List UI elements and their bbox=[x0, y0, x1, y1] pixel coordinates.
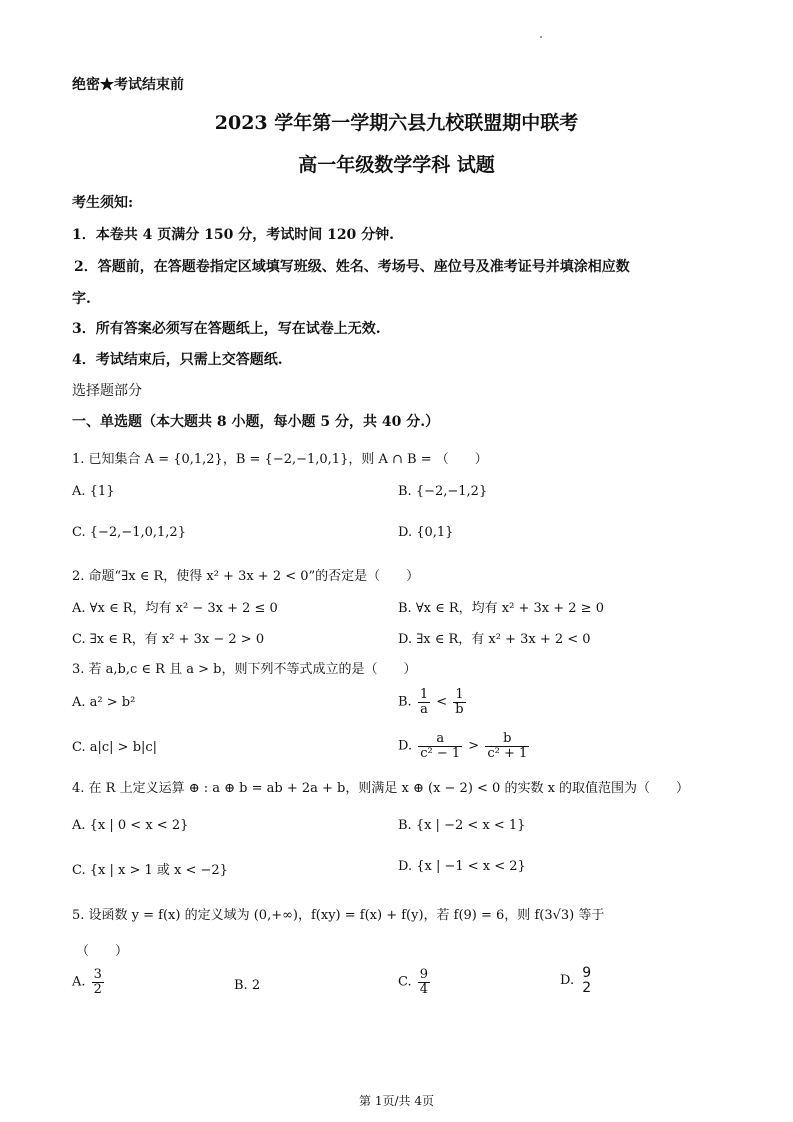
question-1-option-d: D. {0,1} bbox=[398, 525, 454, 540]
fraction bbox=[485, 732, 529, 760]
question-4-stem: 4. 在 R 上定义运算 ⊕ : a ⊕ b = ab + 2a + b，则满足 x ⊕ (x − 2) < 0 的实数 x 的取值范围为（ ） bbox=[72, 781, 690, 796]
question-5-option-a bbox=[72, 968, 106, 996]
notice-item: 4．考试结束后，只需上交答题纸. bbox=[72, 352, 283, 368]
question-3-option-d bbox=[398, 732, 531, 760]
numerator: a bbox=[436, 731, 445, 746]
question-4-option-d: D. {x | −1 < x < 2} bbox=[398, 859, 526, 874]
notice-item: 字. bbox=[72, 291, 91, 307]
question-4-option-c: C. {x | x > 1 或 x < −2} bbox=[72, 863, 228, 878]
fraction bbox=[92, 968, 104, 996]
notice-item: 2．答题前，在答题卷指定区域填写班级、姓名、考场号、座位号及准考证号并填涂相应数 bbox=[74, 259, 630, 275]
option-letter: D. bbox=[560, 973, 575, 989]
question-3-stem: 3. 若 a,b,c ∈ R 且 a > b，则下列不等式成立的是（ ） bbox=[72, 662, 417, 677]
exam-subtitle: 高一年级数学学科 试题 bbox=[298, 154, 495, 176]
numerator: 1 bbox=[455, 687, 464, 702]
option-letter: C. bbox=[398, 974, 412, 990]
question-1-option-b: B. {−2,−1,2} bbox=[398, 484, 488, 499]
fraction bbox=[580, 966, 593, 995]
option-letter: A. bbox=[72, 974, 86, 990]
question-4-option-a: A. {x | 0 < x < 2} bbox=[72, 818, 189, 833]
question-1-option-a: A. {1} bbox=[72, 484, 115, 499]
question-1-option-c: C. {−2,−1,0,1,2} bbox=[72, 525, 186, 540]
question-4-option-b: B. {x | −2 < x < 1} bbox=[398, 818, 526, 833]
option-letter: D. bbox=[398, 738, 413, 754]
numerator: 1 bbox=[419, 687, 429, 702]
fraction bbox=[453, 688, 465, 716]
notice-item: 3．所有答案必须写在答题纸上，写在试卷上无效. bbox=[72, 321, 381, 337]
question-2-option-d: D. ∃x ∈ R，有 x² + 3x + 2 < 0 bbox=[398, 632, 591, 647]
scan-dot bbox=[540, 36, 542, 38]
question-5-stem: 5. 设函数 y = f(x) 的定义域为 (0,+∞)，f(xy) = f(x) + f(y)，若 f(9) = 6，则 f(3√3) 等于 bbox=[72, 908, 605, 923]
notice-item: 1．本卷共 4 页满分 150 分，考试时间 120 分钟. bbox=[72, 227, 395, 243]
numerator: 9 bbox=[419, 967, 429, 982]
section-heading: 一、单选题（本大题共 8 小题，每小题 5 分，共 40 分.） bbox=[72, 414, 440, 430]
question-2-option-a: A. ∀x ∈ R，均有 x² − 3x + 2 ≤ 0 bbox=[72, 601, 278, 616]
denominator: c² + 1 bbox=[487, 745, 528, 761]
denominator: b bbox=[455, 701, 464, 717]
exam-title: 2023 学年第一学期六县九校联盟期中联考 bbox=[214, 112, 579, 134]
fraction bbox=[418, 968, 430, 996]
denominator: c² − 1 bbox=[420, 745, 461, 761]
secret-label: 绝密★考试结束前 bbox=[72, 77, 184, 93]
denominator: a bbox=[420, 701, 428, 717]
question-2-option-b: B. ∀x ∈ R，均有 x² + 3x + 2 ≥ 0 bbox=[398, 601, 604, 616]
notice-heading: 考生须知: bbox=[72, 195, 134, 211]
question-3-option-c: C. a|c| > b|c| bbox=[72, 740, 158, 755]
question-5-option-b: B. 2 bbox=[234, 978, 261, 993]
question-1-stem: 1. 已知集合 A = {0,1,2}，B = {−2,−1,0,1}，则 A ∩ B = （ ） bbox=[72, 452, 488, 467]
question-5-option-d bbox=[560, 966, 595, 995]
question-2-stem: 2. 命题“∃x ∈ R，使得 x² + 3x + 2 < 0”的否定是（ ） bbox=[72, 569, 420, 584]
option-letter: B. bbox=[398, 694, 412, 710]
question-3-option-a: A. a² > b² bbox=[72, 695, 136, 710]
question-5-stem-cont: （ ） bbox=[76, 944, 129, 959]
question-3-option-b bbox=[398, 688, 468, 716]
numerator: 9 bbox=[582, 965, 592, 981]
section-part-label: 选择题部分 bbox=[72, 383, 142, 399]
denominator: 2 bbox=[93, 981, 102, 997]
numerator: b bbox=[503, 731, 512, 746]
denominator: 4 bbox=[419, 981, 429, 997]
operator: < bbox=[436, 694, 448, 710]
fraction bbox=[418, 732, 462, 760]
denominator: 2 bbox=[582, 979, 592, 996]
page-footer: 第 1页/共 4页 bbox=[359, 1094, 434, 1108]
operator: > bbox=[468, 738, 480, 754]
numerator: 3 bbox=[93, 967, 102, 982]
fraction bbox=[418, 688, 430, 716]
question-2-option-c: C. ∃x ∈ R，有 x² + 3x − 2 > 0 bbox=[72, 632, 265, 647]
question-5-option-c bbox=[398, 968, 432, 996]
